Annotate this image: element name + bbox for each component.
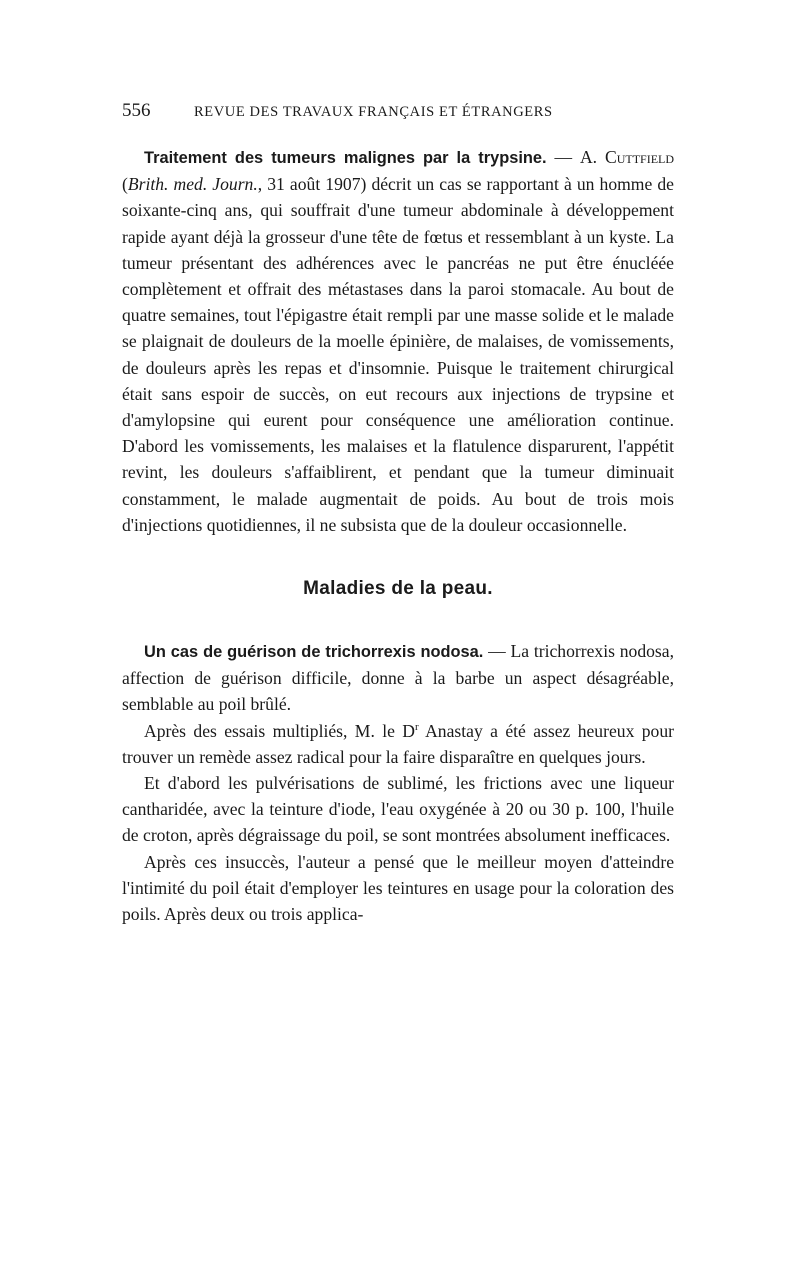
source-citation: Brith. med. Journ.: [127, 174, 258, 195]
remedy-text-a: Après des essais multipliés, M. le D: [144, 720, 416, 741]
title-dash: —: [483, 641, 511, 662]
paragraph-teintures: Après ces insuccès, l'auteur a pensé que le meilleur moyen d'atteindre l'intimité du poil était d'employer les teintures en usage pour la coloration des poils. Après deux ou trois applica-: [122, 851, 674, 925]
intro-text: La trichorrexis nodosa, affection de guérison difficile, donne à la barbe un aspect désagréable, semblable au poil brûlé.: [122, 641, 674, 715]
page: [122, 100, 674, 927]
article-trypsine: [122, 144, 674, 538]
journal-title: REVUE DES TRAVAUX FRANÇAIS ET ÉTRANGERS: [194, 104, 553, 120]
article-trichorrexis-intro: [122, 638, 674, 718]
article-trypsine-body: , 31 août 1907) décrit un cas se rapportant à un homme de soixante-cinq ans, qui souffrait d'une tumeur abdominale à développement rapide ayant déjà la grosseur d'une tête de fœtus et ressemblant à un kyste. La tumeur présentant des adhérences avec le pancréas ne put être énucléée complètement et offrait des métastases dans la paroi stomacale. Au bout de quatre semaines, tout l'épigastre était rempli par une masse solide et le malade se plaignait de douleurs de la moelle épinière, de malaises, de vomissements, de douleurs après les repas et d'insomnie. Puisque le traitement chirurgical était sans espoir de succès, on eut recours aux injections de trypsine et d'amylopsine qui eurent pour conséquence une amélioration continue. D'abord les vomissements, les malaises et la flatulence disparurent, l'appétit revint, les douleurs s'affaiblirent, et pendant que la tumeur diminuait constamment, le malade augmentait de poids. Au bout de trois mois d'injections quotidiennes, il ne subsista que de la douleur occasionnelle.: [122, 174, 674, 535]
open-paren: (: [122, 174, 128, 195]
page-number: 556: [122, 100, 151, 121]
article-trichorrexis-title: Un cas de guérison de trichorrexis nodosa.: [144, 643, 484, 662]
doctor-superscript: r: [415, 720, 419, 733]
paragraph-remedy: [122, 718, 674, 770]
remedy-text-b: Anastay a été assez heureux pour trouver un remède assez radical pour la faire disparaître en quelques jours.: [122, 720, 674, 767]
section-title: Maladies de la peau.: [303, 578, 493, 600]
author-name: A. Cuttfield: [579, 147, 675, 167]
running-head: [122, 100, 674, 144]
title-dash: —: [546, 147, 580, 167]
paragraph-inefficaces: Et d'abord les pulvérisations de sublimé, les frictions avec une liqueur cantharidée, avec la teinture d'iode, l'eau oxygénée à 20 ou 30 p. 100, l'huile de croton, après dégraissage du poil, se sont montrées absolument inefficaces.: [122, 773, 674, 846]
article-trypsine-title: Traitement des tumeurs malignes par la trypsine.: [144, 149, 547, 167]
